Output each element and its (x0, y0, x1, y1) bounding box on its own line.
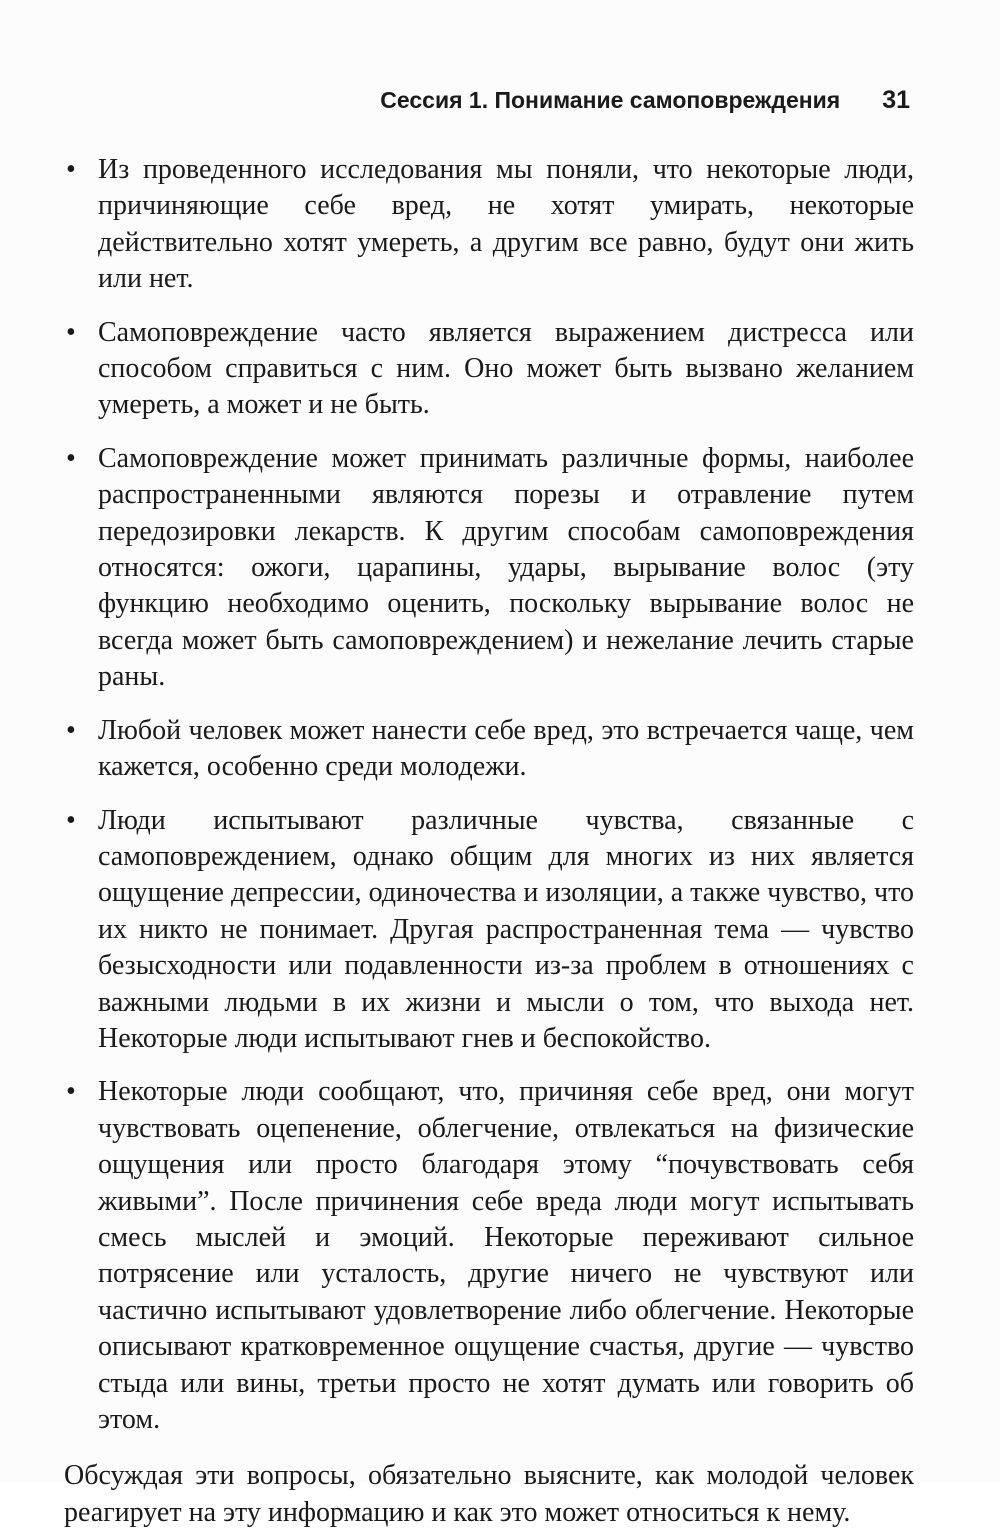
list-item-text: Самоповреждение может принимать различные формы, наиболее распространенными являются порезы и отравление путем передозировки лекарств. К другим способам самоповреждения относятся: ожоги, царапины, удары, вырывание волос (эту функцию необходимо оценить, поскольку вырывание волос не всегда может быть самоповреждением) и нежелание лечить старые раны. (98, 442, 914, 693)
page-number: 31 (882, 86, 910, 114)
list-item (64, 315, 914, 424)
list-item (64, 1074, 914, 1438)
bullet-icon: • (66, 714, 76, 746)
bullet-icon: • (66, 154, 76, 185)
list-item-text: Из проведенного исследования мы поняли, что некоторые люди, причиняющие себе вред, не хотят умирать, некоторые действительно хотят умереть, а другим все равно, будут они жить или нет. (98, 154, 914, 295)
list-item (64, 152, 914, 298)
running-header (60, 78, 910, 122)
bullet-list (64, 152, 914, 1438)
bullet-icon: • (66, 316, 76, 348)
list-item-text: Любой человек может нанести себе вред, это встречается чаще, чем кажется, особенно среди молодежи. (98, 714, 914, 783)
list-item (64, 803, 914, 1058)
closing-paragraph: Обсуждая эти вопросы, обязательно выясните, как молодой человек реагирует на эту информацию и как это может относиться к нему. (64, 1460, 914, 1528)
bullet-icon: • (66, 804, 76, 836)
list-item-text: Некоторые люди сообщают, что, причиняя себе вред, они могут чувствовать оцепенение, облегчение, отвлекаться на физические ощущения или просто благодаря этому “почувствовать себя живыми”. После причинения себе вреда люди могут испытывать смесь мыслей и эмоций. Некоторые переживают сильное потрясение или усталость, другие ничего не чувствуют или частично испытывают удовлетворение либо облегчение. Некоторые описывают кратковременное ощущение счастья, другие — чувство стыда или вины, третьи просто не хотят думать или говорить об этом. (98, 1076, 914, 1435)
list-item (64, 441, 914, 696)
list-item-text: Самоповреждение часто является выражением дистресса или способом справиться с ним. Оно может быть вызвано желанием умереть, а может и не быть. (98, 316, 914, 421)
page-body (64, 152, 914, 1531)
bullet-icon: • (66, 442, 76, 474)
list-item-text: Люди испытывают различные чувства, связанные с самоповреждением, однако общим для многих из них является ощущение депрессии, одиночества и изоляции, а также чувство, что их никто не понимает. Другая распространенная тема — чувство безысходности или подавленности из-за проблем в отношениях с важными людьми в их жизни и мысли о том, что выхода нет. Некоторые люди испытывают гнев и беспокойство. (98, 804, 914, 1054)
chapter-title: Сессия 1. Понимание самоповреждения (380, 87, 841, 113)
list-item (64, 713, 914, 786)
bullet-icon: • (66, 1076, 76, 1108)
